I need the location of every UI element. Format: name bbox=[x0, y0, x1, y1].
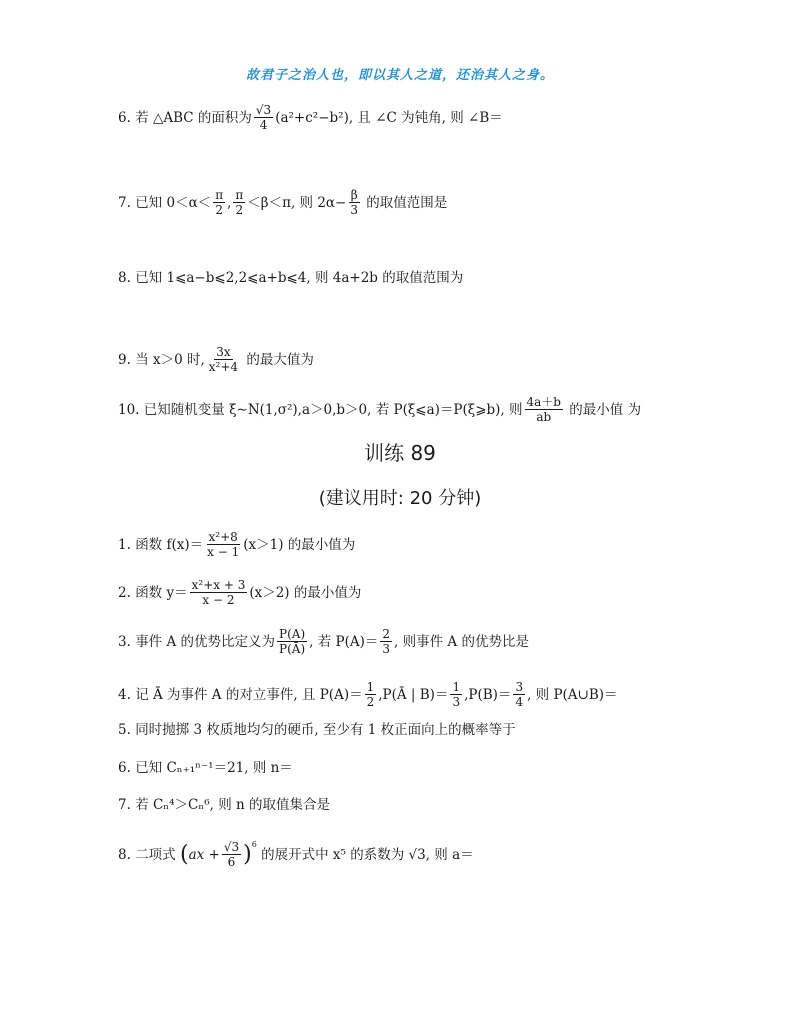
question-3 bbox=[118, 627, 529, 656]
fraction-denominator: 4 bbox=[259, 118, 268, 132]
question-6 bbox=[118, 758, 293, 778]
question-text: , 则事件 A 的优势比是 bbox=[394, 633, 529, 650]
question-text: , 则 P(A∪B)＝ bbox=[527, 686, 618, 703]
question-text: 同时抛掷 3 枚质地均匀的硬币, 至少有 1 枚正面向上的概率等于 bbox=[135, 722, 516, 738]
right-paren: ) bbox=[243, 841, 252, 867]
fraction-denominator: x − 2 bbox=[202, 593, 235, 607]
question-text: 已知 1⩽a−b⩽2,2⩽a+b⩽4, 则 4a+2b 的取值范围为 bbox=[135, 270, 464, 286]
question-text: 若 △ABC 的面积为 bbox=[135, 109, 252, 126]
fraction-denominator: 3 bbox=[452, 695, 461, 709]
fraction-denominator: 3 bbox=[382, 642, 391, 656]
question-text: ,P(B)＝ bbox=[464, 686, 512, 703]
fraction-denominator: ab bbox=[536, 410, 552, 424]
question-text: 若 Cₙ⁴＞Cₙ⁶, 则 n 的取值集合是 bbox=[135, 797, 331, 813]
fraction-numerator: 1 bbox=[366, 680, 375, 694]
question-number: 6. bbox=[118, 109, 131, 126]
fraction bbox=[207, 345, 240, 374]
left-paren: ( bbox=[179, 841, 189, 867]
question-text: 记 Ā 为事件 A 的对立事件, 且 P(A)＝ bbox=[135, 686, 363, 703]
question-number: 7. bbox=[118, 194, 131, 211]
question-text: ,P(Ā | B)＝ bbox=[378, 686, 449, 703]
fraction-numerator: √3 bbox=[223, 840, 240, 854]
expression: ax + bbox=[188, 846, 220, 863]
fraction-numerator: π bbox=[215, 188, 224, 202]
fraction-denominator: 3 bbox=[350, 203, 358, 217]
question-9-prev bbox=[118, 345, 314, 374]
fraction-denominator: x − 1 bbox=[207, 545, 240, 559]
fraction bbox=[222, 840, 241, 869]
question-4 bbox=[118, 680, 618, 709]
fraction bbox=[365, 680, 377, 709]
fraction bbox=[190, 578, 248, 607]
fraction-denominator: 4 bbox=[515, 695, 524, 709]
fraction-denominator: 6 bbox=[227, 855, 236, 869]
question-text: 函数 y＝ bbox=[135, 584, 188, 601]
question-text: 函数 f(x)＝ bbox=[135, 536, 204, 553]
exponent: 6 bbox=[251, 839, 257, 849]
fraction-numerator: 3 bbox=[515, 680, 524, 694]
question-text: , 若 P(A)＝ bbox=[309, 633, 379, 650]
fraction-denominator: 2 bbox=[235, 203, 244, 217]
fraction-denominator: 2 bbox=[215, 203, 223, 217]
question-number: 9. bbox=[118, 351, 131, 368]
section-title: 训练 89 bbox=[364, 441, 436, 465]
question-number: 8. bbox=[118, 846, 131, 863]
fraction-numerator: x²+8 bbox=[208, 530, 238, 544]
fraction-numerator: 3x bbox=[216, 345, 231, 359]
question-1 bbox=[118, 530, 355, 559]
question-text: 事件 A 的优势比定义为 bbox=[135, 633, 276, 650]
fraction bbox=[254, 103, 273, 132]
fraction-numerator: x²+x + 3 bbox=[191, 578, 246, 592]
question-7-prev bbox=[118, 188, 447, 217]
fraction bbox=[233, 188, 245, 217]
question-number: 5. bbox=[118, 722, 131, 738]
question-text: 二项式 bbox=[135, 846, 176, 863]
fraction bbox=[205, 530, 241, 559]
question-text: , bbox=[227, 194, 232, 211]
fraction bbox=[380, 627, 392, 656]
question-text: 当 x＞0 时, bbox=[135, 351, 205, 368]
fraction-numerator: π bbox=[235, 188, 244, 202]
fraction-numerator: 2 bbox=[382, 627, 391, 641]
question-text: 的取值范围是 bbox=[366, 194, 448, 211]
question-number: 4. bbox=[118, 686, 131, 703]
fraction-denominator: 2 bbox=[366, 695, 375, 709]
question-number: 3. bbox=[118, 633, 131, 650]
question-text: (x＞1) 的最小值为 bbox=[243, 536, 356, 553]
question-number: 8. bbox=[118, 270, 131, 286]
fraction bbox=[213, 188, 225, 217]
question-text: (x＞2) 的最小值为 bbox=[249, 584, 362, 601]
question-text: 已知随机变量 ξ∼N(1,σ²),a＞0,b＞0, 若 P(ξ⩽a)＝P(ξ⩾b), 则 bbox=[143, 401, 523, 418]
question-5 bbox=[118, 720, 516, 740]
fraction-numerator: β bbox=[350, 188, 358, 202]
header-motto: 故君子之治人也，即以其人之道，还治其人之身。 bbox=[245, 68, 554, 83]
fraction bbox=[513, 680, 525, 709]
question-text: 已知 0＜α＜ bbox=[135, 194, 212, 211]
section-subtitle: (建议用时: 20 分钟) bbox=[318, 488, 482, 509]
question-text: (a²+c²−b²), 且 ∠C 为钝角, 则 ∠B＝ bbox=[275, 109, 503, 126]
question-number: 2. bbox=[118, 584, 131, 601]
question-8-prev bbox=[118, 268, 463, 288]
fraction bbox=[450, 680, 462, 709]
fraction-numerator: 4a＋b bbox=[526, 395, 561, 409]
question-text: 的展开式中 x⁵ 的系数为 √3, 则 a＝ bbox=[261, 846, 474, 863]
question-6-prev bbox=[118, 103, 503, 132]
question-number: 10. bbox=[118, 401, 140, 418]
question-text: 的最小值 为 bbox=[569, 401, 642, 418]
fraction bbox=[277, 627, 307, 656]
question-number: 1. bbox=[118, 536, 131, 553]
question-text: 的最大值为 bbox=[246, 351, 314, 368]
fraction bbox=[348, 188, 360, 217]
question-text: 已知 Cₙ₊₁ⁿ⁻¹＝21, 则 n＝ bbox=[135, 760, 293, 776]
fraction-numerator: √3 bbox=[255, 103, 272, 117]
question-7 bbox=[118, 795, 330, 815]
question-text: ＜β＜π, 则 2α− bbox=[247, 194, 347, 211]
fraction-numerator: P(A) bbox=[279, 627, 306, 641]
fraction-denominator: P(Ā) bbox=[279, 642, 306, 656]
question-number: 7. bbox=[118, 797, 131, 813]
question-8 bbox=[118, 840, 474, 869]
question-10-prev bbox=[118, 395, 641, 424]
fraction-denominator: x²+4 bbox=[208, 360, 239, 374]
question-number: 6. bbox=[118, 760, 131, 776]
fraction-numerator: 1 bbox=[452, 680, 461, 694]
fraction bbox=[525, 395, 563, 424]
question-2 bbox=[118, 578, 361, 607]
